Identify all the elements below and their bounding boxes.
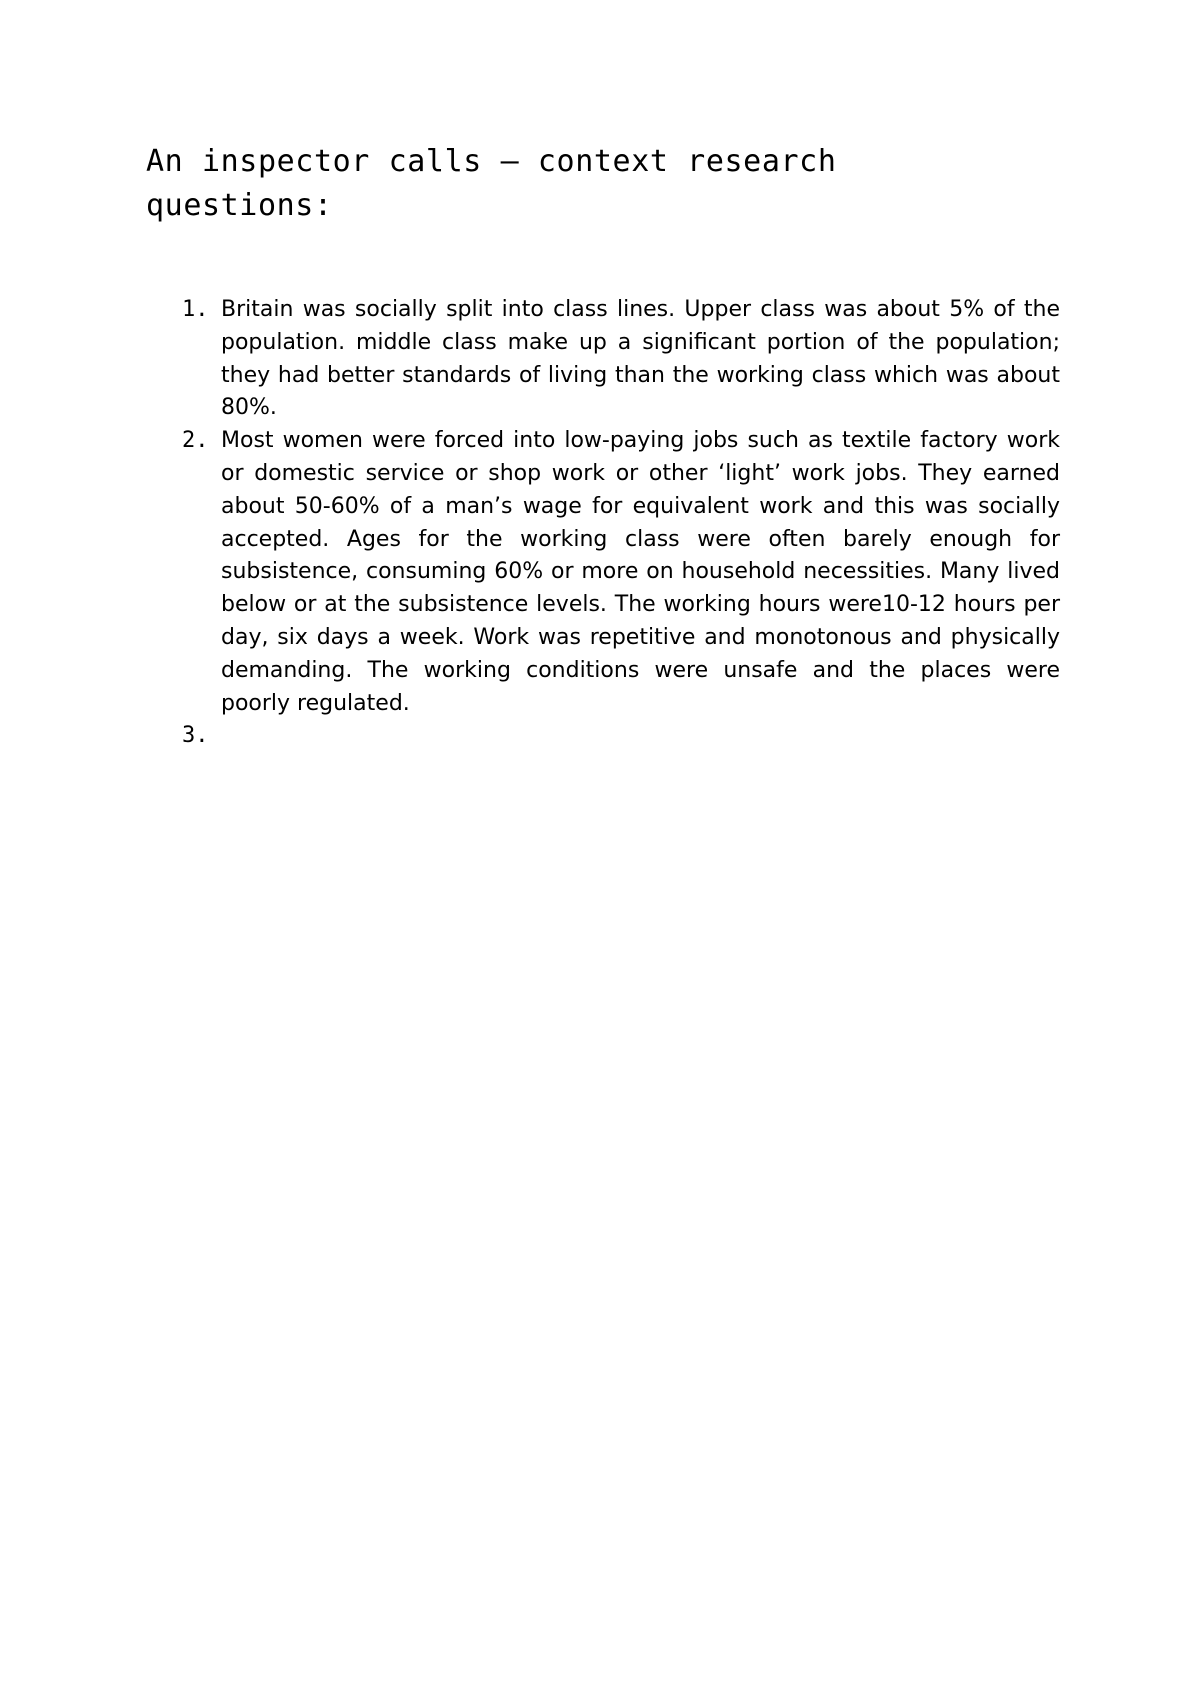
list-item [146, 720, 1060, 753]
document-title: An inspector calls – context research questions: [146, 144, 837, 223]
list-item-number: 2. [182, 428, 209, 454]
list-item-number: 3. [182, 723, 209, 749]
list-item-number: 1. [182, 297, 209, 322]
list-item-text [221, 720, 1060, 753]
list-item-text: Britain was socially split into class lines. Upper class was about 5% of the population. middle class make up a significant portion of the population; they had better standards of living than the working class which was about 80%. [221, 297, 1060, 421]
list-item [146, 425, 1060, 720]
research-questions-list [146, 294, 1060, 753]
list-item-text: Most women were forced into low-paying jobs such as textile factory work or domestic service or shop work or other ‘light’ work jobs. They earned about 50-60% of a man’s wage for equivalent work and this was socially accepted. Ages for the working class were often barely enough for subsistence, consuming 60% or more on household necessities. Many lived below or at the subsistence levels. The working hours were10-12 hours per day, six days a week. Work was repetitive and monotonous and physically demanding. The working conditions were unsafe and the places were poorly regulated. [221, 428, 1060, 716]
list-item [146, 294, 1060, 425]
